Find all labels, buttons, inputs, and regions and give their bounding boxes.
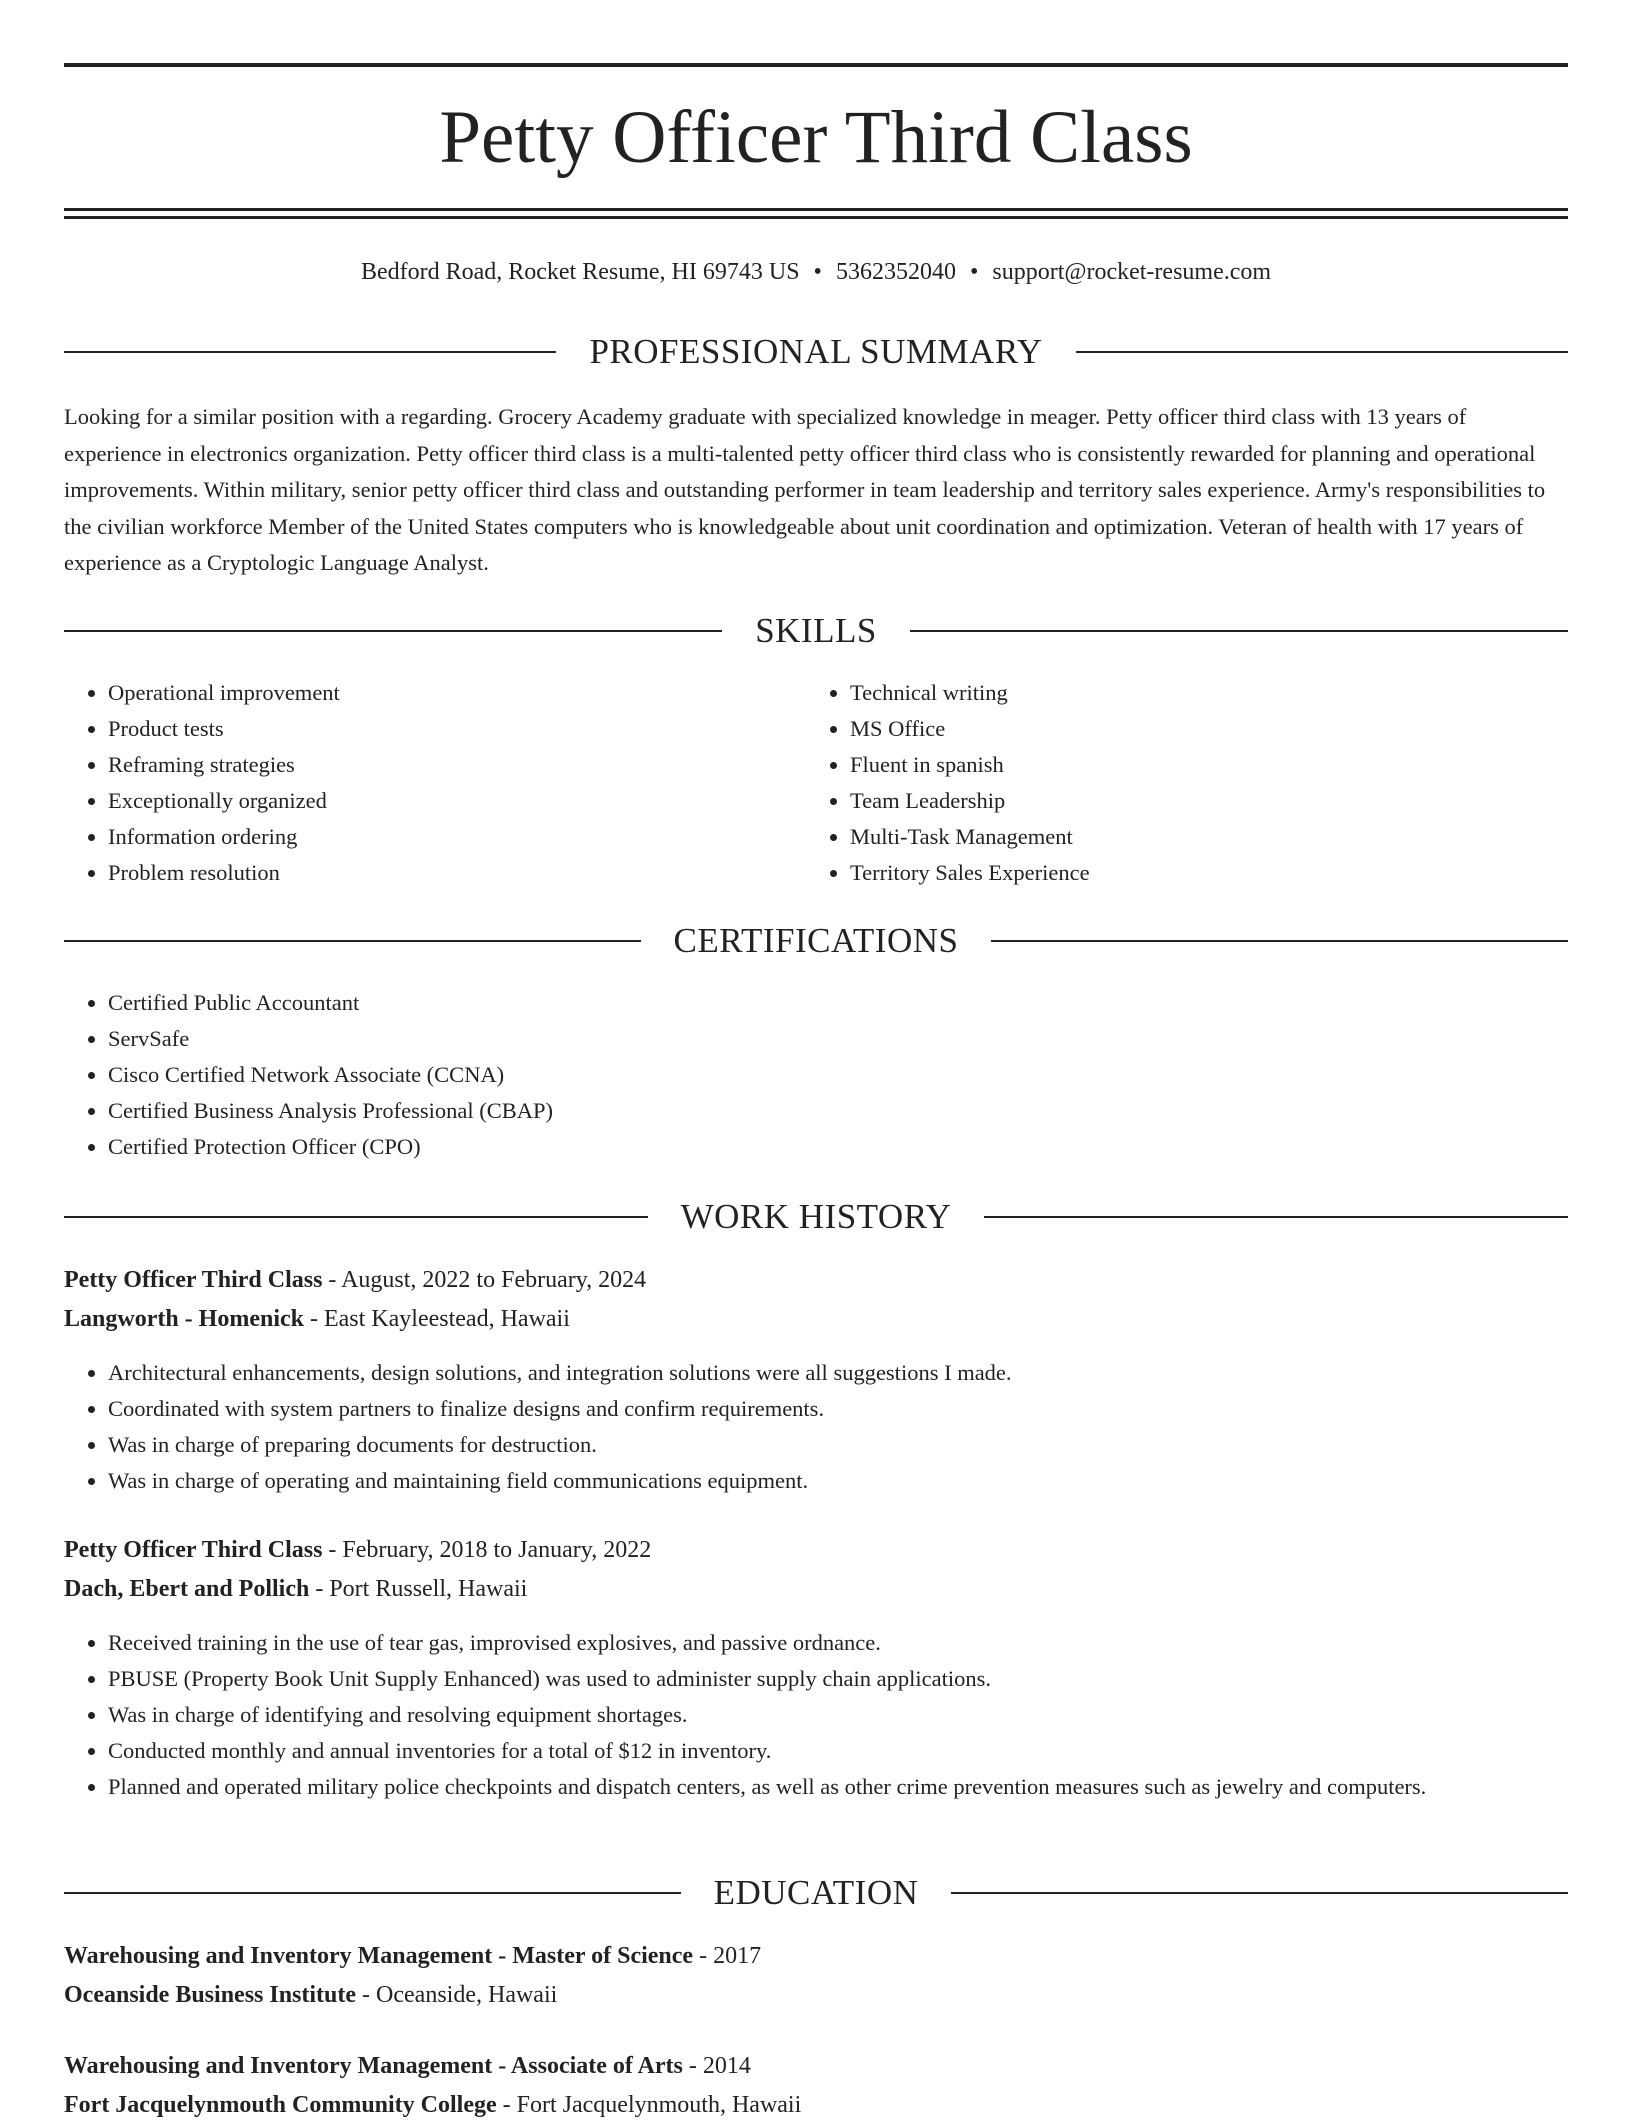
school-line <box>64 1976 1568 2015</box>
divider <box>64 1216 648 1218</box>
certification-item: • Certified Public Accountant <box>108 985 1612 1021</box>
certification-item: • Cisco Certified Network Associate (CCNA) <box>108 1057 1612 1093</box>
header-double-rule-upper <box>64 208 1568 211</box>
divider <box>991 940 1568 942</box>
contact-line <box>64 256 1568 288</box>
job-dates: - February, 2018 to January, 2022 <box>322 1537 652 1563</box>
job-company-line <box>64 1570 1568 1609</box>
divider <box>1076 351 1568 353</box>
section-title: WORK HISTORY <box>680 1197 952 1236</box>
job-title-line <box>64 1531 1568 1570</box>
job-location: - Port Russell, Hawaii <box>309 1576 528 1602</box>
section-title: SKILLS <box>755 611 877 650</box>
job-bullet: • Coordinated with system partners to finalize designs and confirm requirements. <box>108 1391 1612 1427</box>
contact-phone: 5362352040 <box>835 259 956 285</box>
education-entry <box>64 2047 1568 2125</box>
school-name: Oceanside Business Institute <box>64 1982 357 2008</box>
skill-item: • Exceptionally organized <box>108 783 808 819</box>
section-title: PROFESSIONAL SUMMARY <box>589 332 1043 371</box>
summary-paragraph: Looking for a similar position with a regarding. Grocery Academy graduate with specialized knowledge in meager. Petty officer third class with 13 years of experience in electronics organization. Petty officer third class is a multi-talented petty officer third class who is consistently rewarded for planning and operational improvements. Within military, senior petty officer third class and outstanding performer in team leadership and territory sales experience. Army's responsibilities to the civilian workforce Member of the United States computers who is knowledgeable about unit coordination and optimization. Veteran of health with 17 years of experience as a Cryptologic Language Analyst. <box>64 404 1546 575</box>
skill-item: • Territory Sales Experience <box>850 855 1550 891</box>
section-heading-education <box>64 1873 1568 1913</box>
contact-separator: • <box>813 259 822 285</box>
certifications-list <box>64 985 1612 1165</box>
job-bullet: • Was in charge of identifying and resolving equipment shortages. <box>108 1697 1612 1733</box>
job-bullets <box>64 1355 1612 1499</box>
degree: Warehousing and Inventory Management - Master of Science <box>64 1943 694 1969</box>
job-bullet: • Was in charge of operating and maintaining field communications equipment. <box>108 1463 1612 1499</box>
contact-separator: • <box>969 259 979 285</box>
school-line <box>64 2086 1568 2125</box>
job-bullet: • Architectural enhancements, design solutions, and integration solutions were all suggestions I made. <box>108 1355 1612 1391</box>
divider <box>951 1892 1568 1894</box>
certification-item: • ServSafe <box>108 1021 1612 1057</box>
job-title: Petty Officer Third Class <box>64 1267 323 1293</box>
school-location: - Fort Jacquelynmouth, Hawaii <box>496 2092 802 2118</box>
divider <box>64 630 722 632</box>
certification-item: • Certified Business Analysis Professional (CBAP) <box>108 1093 1612 1129</box>
job-company: Dach, Ebert and Pollich <box>64 1576 310 1602</box>
section-heading-certifications <box>64 921 1568 961</box>
divider <box>64 351 556 353</box>
divider <box>910 630 1568 632</box>
resume-name: Petty Officer Third Class <box>439 96 1193 179</box>
job-title: Petty Officer Third Class <box>64 1537 323 1563</box>
job-dates: - August, 2022 to February, 2024 <box>322 1267 647 1293</box>
section-heading-skills <box>64 611 1568 651</box>
skill-item: • Reframing strategies <box>108 747 808 783</box>
skills-list-left <box>64 675 808 891</box>
skill-item: • Problem resolution <box>108 855 808 891</box>
education-entry <box>64 1937 1568 2015</box>
skill-item: • Team Leadership <box>850 783 1550 819</box>
section-heading-summary <box>64 332 1568 372</box>
skill-item: • Technical writing <box>850 675 1550 711</box>
job-title-line <box>64 1261 1568 1300</box>
divider <box>64 940 641 942</box>
job-company: Langworth - Homenick <box>64 1306 304 1332</box>
degree: Warehousing and Inventory Management - Associate of Arts <box>64 2053 683 2079</box>
degree-line <box>64 2047 1568 2086</box>
skill-item: • MS Office <box>850 711 1550 747</box>
contact-address: Bedford Road, Rocket Resume, HI 69743 US <box>360 259 800 285</box>
skills-list-right <box>806 675 1550 891</box>
skill-item: • Multi-Task Management <box>850 819 1550 855</box>
graduation-year: - 2017 <box>693 1943 762 1969</box>
section-heading-work-history <box>64 1197 1568 1237</box>
skill-item: • Fluent in spanish <box>850 747 1550 783</box>
skill-item: • Operational improvement <box>108 675 808 711</box>
job-bullets <box>64 1625 1612 1805</box>
section-title: EDUCATION <box>713 1873 919 1912</box>
job-company-line <box>64 1300 1568 1339</box>
skill-item: • Product tests <box>108 711 808 747</box>
section-title: CERTIFICATIONS <box>673 921 959 960</box>
job-location: - East Kayleestead, Hawaii <box>304 1306 570 1332</box>
job-bullet: • PBUSE (Property Book Unit Supply Enhanced) was used to administer supply chain applications. <box>108 1661 1612 1697</box>
job-entry <box>64 1531 1568 1609</box>
certification-item: • Certified Protection Officer (CPO) <box>108 1129 1612 1165</box>
job-bullet: • Was in charge of preparing documents for destruction. <box>108 1427 1612 1463</box>
degree-line <box>64 1937 1568 1976</box>
graduation-year: - 2014 <box>682 2053 751 2079</box>
school-location: - Oceanside, Hawaii <box>356 1982 558 2008</box>
job-bullet: • Received training in the use of tear gas, improvised explosives, and passive ordnance. <box>108 1625 1612 1661</box>
job-entry <box>64 1261 1568 1339</box>
header-top-rule <box>64 63 1568 67</box>
divider <box>64 1892 681 1894</box>
job-bullet: • Conducted monthly and annual inventories for a total of $12 in inventory. <box>108 1733 1612 1769</box>
school-name: Fort Jacquelynmouth Community College <box>64 2092 497 2118</box>
job-bullet: • Planned and operated military police checkpoints and dispatch centers, as well as other crime prevention measures such as jewelry and computers. <box>108 1769 1612 1805</box>
contact-email: support@rocket-resume.com <box>992 259 1272 285</box>
divider <box>984 1216 1568 1218</box>
skill-item: • Information ordering <box>108 819 808 855</box>
header-double-rule-lower <box>64 216 1568 219</box>
